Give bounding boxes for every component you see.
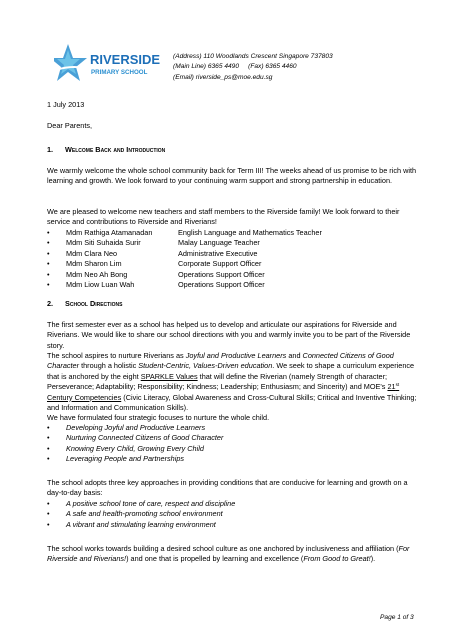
list-item: • Mdm Clara Neo Administrative Executive xyxy=(47,248,258,258)
list-item: • A vibrant and stimulating learning environment xyxy=(47,519,216,529)
logo-name: RIVERSIDE xyxy=(90,52,161,67)
school-address xyxy=(173,52,333,83)
aspiration-paragraph: The school aspires to nurture Riverians as Joyful and Productive Learners and Connected Citizens of Good Character through a holistic Student-Centric, Values-Driven education. We seek to shape a curriculum experience that is anchored by the eight SPARKLE Values that will define the Riverian (namely Strength of character; Perseverance; Adaptability; Responsibility; Kindness; Leadership; Enthusiasm; and Sincerity) and MOE's 21st Century Competencies (Civic Literacy, Global Awareness and Cross-Cultural Skills; Critical and Inventive Thinking; and Information and Communication Skills). xyxy=(47,351,417,413)
school-logo xyxy=(54,40,166,86)
list-item: • Mdm Rathiga Atamanadan English Language and Mathematics Teacher xyxy=(47,228,322,237)
focus-intro: We have formulated four strategic focuses to nurture the whole child. xyxy=(47,413,270,422)
sparkle-values-link: SPARKLE Values xyxy=(140,371,198,381)
staff-list xyxy=(47,228,417,290)
section-title: School Directions xyxy=(65,299,123,308)
approaches-intro: The school adopts three key approaches in providing conditions that are conducive for learning and growth on a day-to-day basis: xyxy=(47,478,408,498)
approaches-list xyxy=(47,499,417,530)
semester-paragraph: The first semester ever as a school has helped us to develop and articulate our aspirations for Riverside and Riverians. We would like to share our school directions with you and warmly invite you to be part of the Riverside story. xyxy=(47,320,411,350)
address-line: (Address) 110 Woodlands Crescent Singapore 737803 xyxy=(173,53,333,60)
list-item: • A safe and health-promoting school environment xyxy=(47,509,223,519)
competencies-link: 21st Century Competencies xyxy=(47,382,400,402)
list-item: • Knowing Every Child, Growing Every Child xyxy=(47,443,204,453)
salutation: Dear Parents, xyxy=(47,121,93,130)
section-1-heading xyxy=(47,145,417,155)
focus-list xyxy=(47,423,417,465)
email-line: (Email) riverside_ps@moe.edu.sg xyxy=(173,73,273,81)
section-number: 1. xyxy=(47,145,54,154)
list-item: • Leveraging People and Partnerships xyxy=(47,454,185,464)
welcome-paragraph: We warmly welcome the whole school community back for Term III! The weeks ahead of us promise to be rich with learning and growth. We look forward to your continuing warm support and strong partnership in education. xyxy=(47,166,417,186)
list-item: • Mdm Liow Luan Wah Operations Support Officer xyxy=(47,279,265,289)
phone-line: (Main Line) 6365 4490 (Fax) 6365 4460 xyxy=(173,63,297,71)
culture-paragraph: The school works towards building a desired school culture as one anchored by inclusiveness and affiliation (For Riverside and Riverians!) and one that is propelled by learning and excellence (From Good to Great!). xyxy=(47,544,410,564)
list-item: • A positive school tone of care, respect and discipline xyxy=(47,499,236,508)
list-item: • Mdm Sharon Lim Corporate Support Officer xyxy=(47,259,262,269)
section-title: Welcome Back and Introduction xyxy=(65,145,166,154)
logo-subtitle: PRIMARY SCHOOL xyxy=(91,69,148,76)
list-item: • Mdm Neo Ah Bong Operations Support Officer xyxy=(47,269,265,279)
new-staff-paragraph: We are pleased to welcome new teachers and staff members to the Riverside family! We look forward to their service and contributions to Riverside and Riverians! xyxy=(47,207,400,227)
list-item: • Developing Joyful and Productive Learners xyxy=(47,423,206,432)
page-number: Page 1 of 3 xyxy=(380,614,414,621)
section-2-heading xyxy=(47,299,417,309)
list-item: • Mdm Siti Suhaida Surir Malay Language Teacher xyxy=(47,238,260,248)
list-item: • Nurturing Connected Citizens of Good Character xyxy=(47,433,224,443)
letter-date: 1 July 2013 xyxy=(47,100,85,109)
section-number: 2. xyxy=(47,299,54,308)
